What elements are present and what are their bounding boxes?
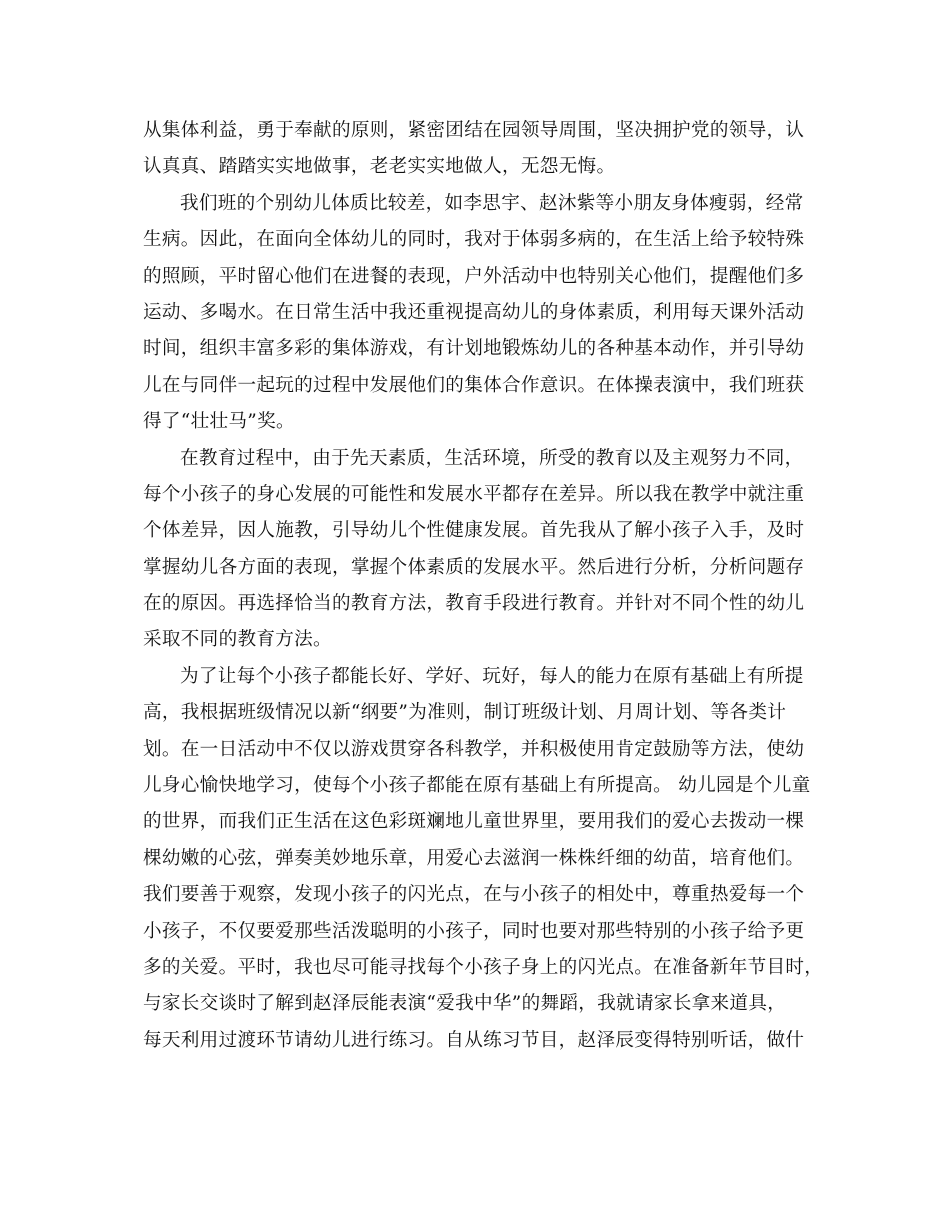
text-line: 小孩子，不仅要爱那些活泼聪明的小孩子，同时也要对那些特别的小孩子给予更: [143, 920, 805, 942]
text-line: 每个小孩子的身心发展的可能性和发展水平都存在差异。所以我在教学中就注重: [143, 483, 805, 505]
text-line: 儿身心愉快地学习，使每个小孩子都能在原有基础上有所提高。 幼儿园是个儿童: [143, 775, 811, 797]
text-line: 时间，组织丰富多彩的集体游戏，有计划地锻炼幼儿的各种基本动作，并引导幼: [143, 338, 805, 360]
text-line: 高，我根据班级情况以新“纲要”为准则，制订班级计划、月周计划、等各类计: [143, 702, 787, 724]
text-line: 运动、多喝水。在日常生活中我还重视提高幼儿的身体素质，利用每天课外活动: [143, 301, 805, 323]
paragraph-start-line: 在教育过程中，由于先天素质，生活环境，所受的教育以及主观努力不同，: [180, 447, 804, 469]
text-line: 多的关爱。平时，我也尽可能寻找每个小孩子身上的闪光点。在准备新年节目时，: [143, 956, 824, 978]
text-line: 棵幼嫩的心弦，弹奏美妙地乐章，用爱心去滋润一株株纤细的幼苗，培育他们。: [143, 847, 805, 869]
paragraph-start-line: 我们班的个别幼儿体质比较差，如李思宇、赵沐紫等小朋友身体瘦弱，经常: [180, 192, 804, 214]
text-line: 得了“壮壮马”奖。: [143, 411, 295, 433]
text-line: 从集体利益，勇于奉献的原则，紧密团结在园领导周围，坚决拥护党的领导，认: [143, 120, 805, 141]
text-line: 儿在与同伴一起玩的过程中发展他们的集体合作意识。在体操表演中，我们班获: [143, 374, 805, 396]
text-line: 的世界，而我们正生活在这色彩斑斓地儿童世界里，要用我们的爱心去拨动一棵: [143, 811, 805, 833]
text-line: 采取不同的教育方法。: [143, 629, 332, 651]
text-line: 认真真、踏踏实实地做事，老老实实地做人，无怨无悔。: [143, 156, 616, 178]
text-line: 每天利用过渡环节请幼儿进行练习。自从练习节目，赵泽辰变得特别听话，做什: [143, 1029, 805, 1051]
text-line: 掌握幼儿各方面的表现，掌握个体素质的发展水平。然后进行分析，分析问题存: [143, 556, 805, 578]
text-line: 在的原因。再选择恰当的教育方法，教育手段进行教育。并针对不同个性的幼儿: [143, 593, 805, 615]
text-line: 划。在一日活动中不仅以游戏贯穿各科教学，并积极使用肯定鼓励等方法，使幼: [143, 738, 805, 760]
text-line: 的照顾，平时留心他们在进餐的表现，户外活动中也特别关心他们，提醒他们多: [143, 265, 805, 287]
text-line: 与家长交谈时了解到赵泽辰能表演“爱我中华”的舞蹈，我就请家长拿来道具，: [143, 993, 787, 1015]
document-body: [143, 113, 824, 1059]
text-line: 个体差异，因人施教，引导幼儿个性健康发展。首先我从了解小孩子入手，及时: [143, 520, 805, 542]
text-line: 我们要善于观察，发现小孩子的闪光点，在与小孩子的相处中，尊重热爱每一个: [143, 884, 805, 906]
paragraph-start-line: 为了让每个小孩子都能长好、学好、玩好，每人的能力在原有基础上有所提: [180, 665, 804, 687]
text-line: 生病。因此，在面向全体幼儿的同时，我对于体弱多病的，在生活上给予较特殊: [143, 229, 805, 251]
